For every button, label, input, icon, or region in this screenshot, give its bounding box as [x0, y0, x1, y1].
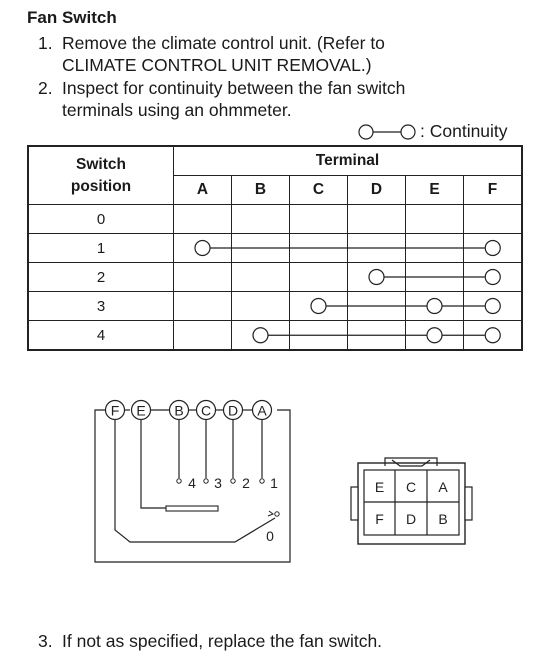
step-1-line-2: CLIMATE CONTROL UNIT REMOVAL.) — [62, 55, 372, 75]
terminal-header: Terminal — [174, 146, 523, 176]
continuity-legend-text: : Continuity — [420, 121, 508, 141]
schematic-position-label: 1 — [270, 475, 278, 491]
schematic-terminal-label: D — [227, 402, 239, 419]
schematic-position-label: 0 — [266, 528, 274, 544]
terminal-column-e: E — [406, 176, 464, 205]
connector-housing — [351, 458, 472, 544]
switch-position-cell: 4 — [28, 321, 174, 351]
switch-bridge — [166, 506, 218, 511]
terminal-column-d: D — [348, 176, 406, 205]
step-2-line-1: Inspect for continuity between the fan switch — [62, 78, 406, 98]
schematic-position-label: 4 — [188, 475, 196, 491]
step-2-line-2: terminals using an ohmmeter. — [62, 100, 292, 120]
schematic-terminal-label: F — [110, 402, 120, 419]
terminal-column-f: F — [464, 176, 523, 205]
connector-pin-label: A — [438, 479, 448, 495]
switch-position-cell: 0 — [28, 205, 174, 234]
step-3-number: 3. — [38, 631, 53, 651]
terminal-column-b: B — [232, 176, 290, 205]
step-1-number: 1. — [38, 33, 53, 53]
schematic-terminal-label: C — [200, 402, 212, 419]
connector-pin-label: B — [438, 511, 448, 527]
schematic-position-label: 2 — [242, 475, 250, 491]
terminal-column-c: C — [290, 176, 348, 205]
step-3-text: If not as specified, replace the fan switch. — [62, 631, 383, 651]
connector-pin-label: E — [374, 479, 385, 495]
terminal-column-a: A — [174, 176, 232, 205]
switch-header-line-2: position — [70, 177, 132, 195]
page-heading: Fan Switch — [27, 8, 117, 27]
connector-pin-label: D — [405, 511, 417, 527]
switch-position-cell: 1 — [28, 234, 174, 263]
switch-position-cell: 3 — [28, 292, 174, 321]
switch-position-cell: 2 — [28, 263, 174, 292]
connector-pin-label: C — [405, 479, 417, 495]
schematic-terminal-label: A — [257, 402, 267, 419]
schematic-position-label: 3 — [214, 475, 222, 491]
step-1-line-1: Remove the climate control unit. (Refer to — [62, 33, 385, 53]
schematic-terminal-label: B — [174, 402, 184, 419]
schematic-terminal-label: E — [136, 402, 146, 419]
connector-pin-label: F — [375, 511, 384, 527]
switch-header-line-1: Switch — [76, 155, 126, 173]
step-2-number: 2. — [38, 78, 53, 98]
